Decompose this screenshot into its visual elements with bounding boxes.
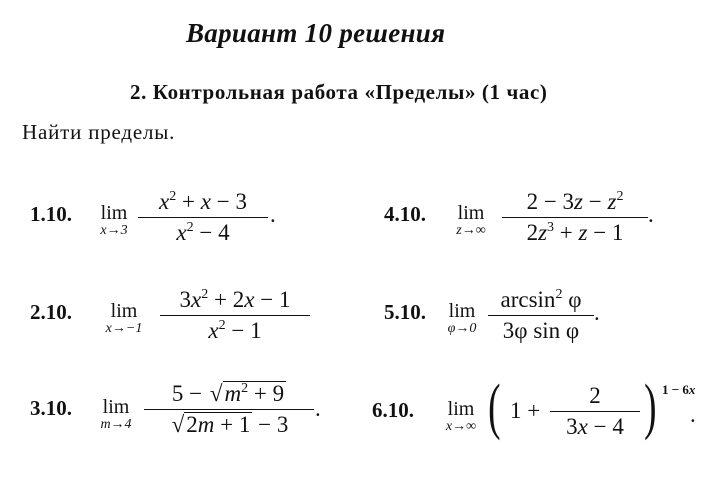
lim-word: lim xyxy=(102,396,130,418)
denominator: $2z^3 + z - 1$ xyxy=(526,220,624,245)
limit-subscript: x→−1 xyxy=(105,321,143,336)
numerator: $2 - 3z - z^2$ xyxy=(526,189,624,214)
limit-subscript: x→3 xyxy=(100,223,128,238)
limit-subscript: m→4 xyxy=(100,417,132,432)
limit-subscript: φ→0 xyxy=(447,321,477,336)
fraction xyxy=(502,188,648,247)
problem-1 xyxy=(30,188,330,258)
period: . xyxy=(648,202,654,227)
problem-6 xyxy=(372,373,717,450)
fraction-bar xyxy=(144,409,314,410)
denominator: $x^2 - 1$ xyxy=(208,318,262,343)
limit-operator xyxy=(434,398,488,434)
lim-word: lim xyxy=(457,202,485,224)
numerator: 2 xyxy=(589,383,601,408)
problem-number: 1.10. xyxy=(30,202,72,226)
left-parenthesis: ( xyxy=(488,373,501,441)
fraction-bar xyxy=(502,217,648,218)
problem-4 xyxy=(384,188,684,258)
square-root: √2m + 1 xyxy=(171,412,251,437)
problem-number: 4.10. xyxy=(384,202,426,226)
limit-subscript: z→∞ xyxy=(456,223,486,238)
problem-number: 3.10. xyxy=(30,396,72,420)
lim-word: lim xyxy=(100,202,128,224)
problem-5 xyxy=(384,286,684,356)
page-heading: Вариант 10 решения xyxy=(186,18,446,48)
period: . xyxy=(315,396,321,421)
fraction-bar xyxy=(488,315,594,316)
denominator: √2m + 1 − 3 xyxy=(171,412,289,437)
limit-operator xyxy=(440,300,484,336)
instruction-text: Найти пределы. xyxy=(22,120,176,144)
limit-operator xyxy=(444,202,498,238)
fraction xyxy=(488,286,594,345)
problem-number: 5.10. xyxy=(384,300,426,324)
period: . xyxy=(270,202,276,227)
limit-operator xyxy=(94,396,138,432)
problem-number: 6.10. xyxy=(372,398,414,422)
fraction xyxy=(138,188,268,247)
fraction-bar xyxy=(160,315,310,316)
period: . xyxy=(594,300,600,325)
term-one-plus: 1 + xyxy=(510,398,541,423)
fraction-bar xyxy=(550,411,640,412)
period: . xyxy=(690,402,696,427)
fraction xyxy=(550,382,640,441)
numerator: $3x^2 + 2x - 1$ xyxy=(179,287,291,312)
lim-word: lim xyxy=(448,300,476,322)
problem-2 xyxy=(30,286,330,356)
fraction xyxy=(160,286,310,345)
limit-operator xyxy=(94,300,154,336)
lim-word: lim xyxy=(447,398,475,420)
denominator: 3φ sin φ xyxy=(502,318,580,343)
problem-number: 2.10. xyxy=(30,300,72,324)
numerator: $x^2 + x - 3$ xyxy=(159,189,247,214)
denominator: $x^2 - 4$ xyxy=(176,220,230,245)
limit-subscript: x→∞ xyxy=(445,419,477,434)
numerator: $5 - √m^2 + 9$ xyxy=(171,381,285,406)
work-title: 2. Контрольная работа «Пределы» (1 час) xyxy=(130,80,548,104)
problem-3 xyxy=(30,380,350,450)
lim-word: lim xyxy=(110,300,138,322)
exponent: 1 − 6x xyxy=(662,382,696,397)
fraction xyxy=(144,380,314,439)
denominator: 3x − 4 xyxy=(566,414,624,439)
right-parenthesis: ) xyxy=(644,373,657,441)
limit-operator xyxy=(94,202,134,238)
fraction-bar xyxy=(138,217,268,218)
square-root: $√m^2 + 9$ xyxy=(209,381,285,406)
numerator: $\arcsin^2 \varphi$ xyxy=(500,287,582,312)
